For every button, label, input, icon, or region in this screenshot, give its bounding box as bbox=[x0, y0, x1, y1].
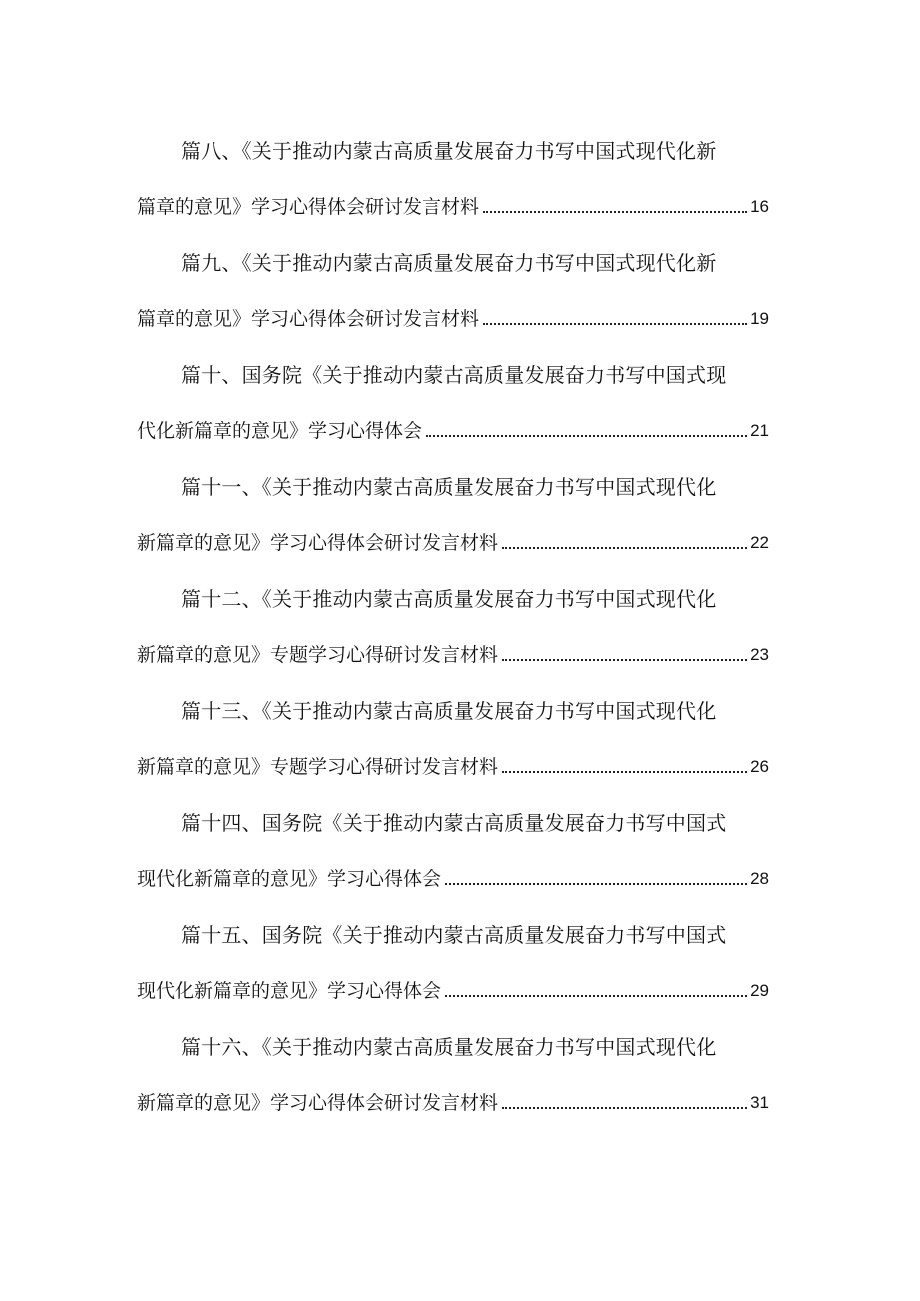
toc-entry-title-line1: 篇九、《关于推动内蒙古高质量发展奋力书写中国式现代化新 bbox=[181, 251, 717, 275]
toc-entry-title-line1: 篇八、《关于推动内蒙古高质量发展奋力书写中国式现代化新 bbox=[181, 139, 717, 163]
toc-entry-title-line1: 篇十二、《关于推动内蒙古高质量发展奋力书写中国式现代化 bbox=[181, 587, 717, 611]
toc-entry-title-line2: 代化新篇章的意见》学习心得体会 bbox=[137, 420, 423, 442]
toc-entry-title-line2: 新篇章的意见》学习心得体会研讨发言材料 bbox=[137, 532, 499, 554]
toc-entry-line2 bbox=[137, 417, 769, 445]
toc-entry-title-line2: 现代化新篇章的意见》学习心得体会 bbox=[137, 980, 442, 1002]
toc-entry-line2 bbox=[137, 865, 769, 893]
toc-entry-title-line1: 篇十四、国务院《关于推动内蒙古高质量发展奋力书写中国式 bbox=[181, 811, 727, 835]
toc-entry-line2 bbox=[137, 529, 769, 557]
toc-page-number: 21 bbox=[750, 421, 769, 440]
toc-entry-title-line1: 篇十三、《关于推动内蒙古高质量发展奋力书写中国式现代化 bbox=[181, 699, 717, 723]
dot-leader bbox=[483, 322, 747, 325]
dot-leader bbox=[483, 210, 747, 213]
dot-leader bbox=[445, 994, 747, 997]
toc-entry-title-line2: 新篇章的意见》专题学习心得研讨发言材料 bbox=[137, 644, 499, 666]
toc-entry-title-line1: 篇十一、《关于推动内蒙古高质量发展奋力书写中国式现代化 bbox=[181, 475, 717, 499]
toc-entry-line2 bbox=[137, 753, 769, 781]
toc-page-number: 28 bbox=[750, 869, 769, 888]
toc-entry-title-line2: 篇章的意见》学习心得体会研讨发言材料 bbox=[137, 196, 480, 218]
toc-page-number: 29 bbox=[750, 981, 769, 1000]
toc-entry-line2 bbox=[137, 641, 769, 669]
toc-entry-title-line2: 篇章的意见》学习心得体会研讨发言材料 bbox=[137, 308, 480, 330]
toc-page-number: 31 bbox=[750, 1093, 769, 1112]
toc-entry-title-line1: 篇十、国务院《关于推动内蒙古高质量发展奋力书写中国式现 bbox=[181, 363, 727, 387]
dot-leader bbox=[502, 770, 747, 773]
toc-entry-line2 bbox=[137, 193, 769, 221]
toc-entry-title-line2: 新篇章的意见》学习心得体会研讨发言材料 bbox=[137, 1092, 499, 1114]
dot-leader bbox=[502, 658, 747, 661]
toc-page-number: 19 bbox=[750, 309, 769, 328]
toc-entry-title-line1: 篇十六、《关于推动内蒙古高质量发展奋力书写中国式现代化 bbox=[181, 1035, 717, 1059]
dot-leader bbox=[426, 434, 747, 437]
toc-page-number: 16 bbox=[750, 197, 769, 216]
toc-entry-line2 bbox=[137, 1089, 769, 1117]
toc-entry-title-line2: 现代化新篇章的意见》学习心得体会 bbox=[137, 868, 442, 890]
toc-entry-title-line2: 新篇章的意见》专题学习心得研讨发言材料 bbox=[137, 756, 499, 778]
toc-entry-line2 bbox=[137, 977, 769, 1005]
dot-leader bbox=[502, 546, 747, 549]
toc-page-number: 23 bbox=[750, 645, 769, 664]
dot-leader bbox=[502, 1106, 747, 1109]
toc-entry-title-line1: 篇十五、国务院《关于推动内蒙古高质量发展奋力书写中国式 bbox=[181, 923, 727, 947]
toc-page-number: 22 bbox=[750, 533, 769, 552]
dot-leader bbox=[445, 882, 747, 885]
toc-page-number: 26 bbox=[750, 757, 769, 776]
toc-entry-line2 bbox=[137, 305, 769, 333]
